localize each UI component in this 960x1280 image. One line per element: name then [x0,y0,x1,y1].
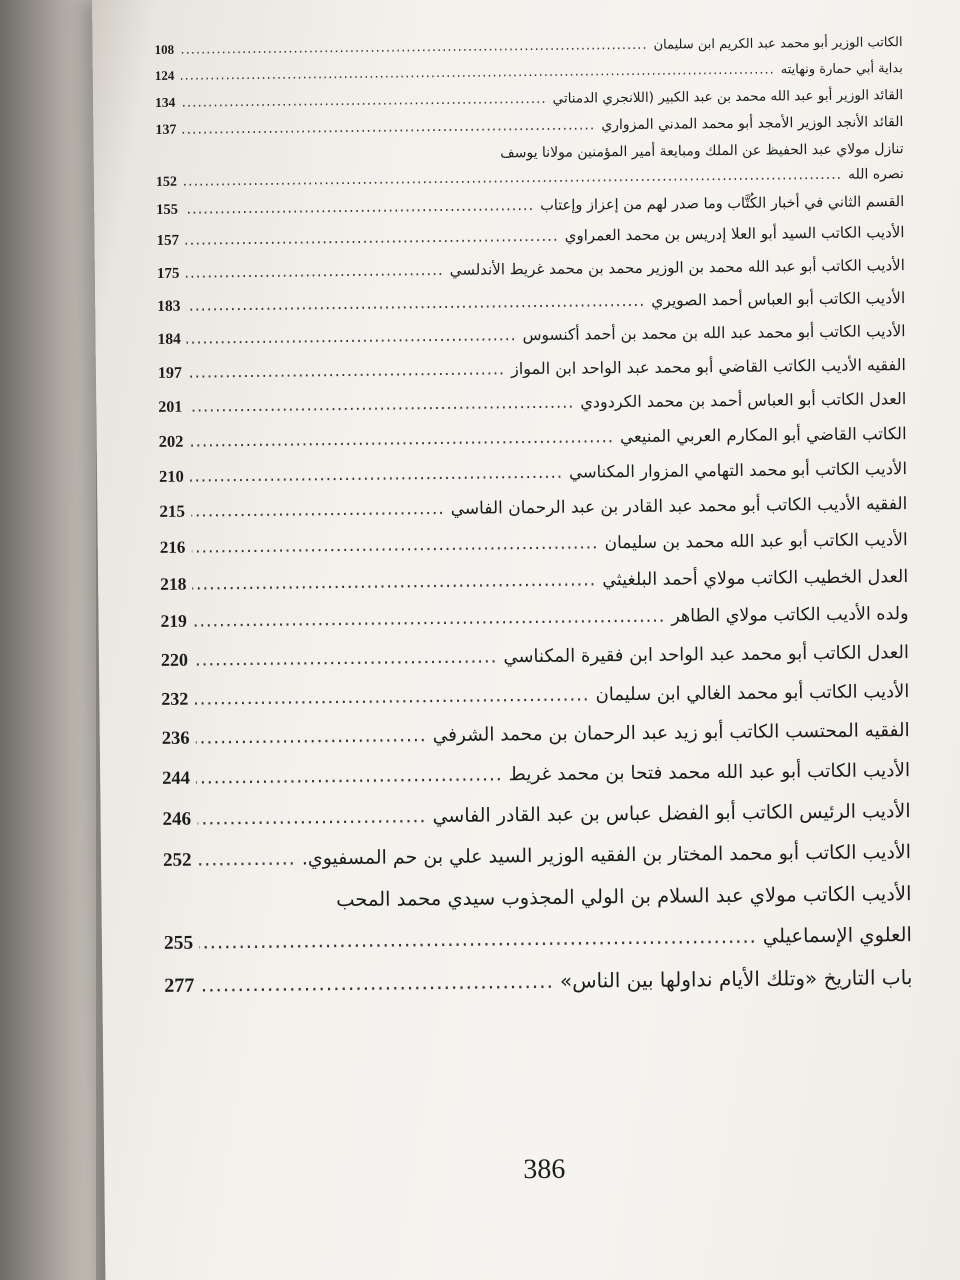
leader-dots [196,755,503,798]
toc-page-number: 124 [154,67,175,83]
toc-entry-title: الأديب الكاتب مولاي عبد السلام بن الولي المجذوب سيدي محمد المحب [336,882,912,912]
toc-entry-line [164,956,912,1007]
toc-entry-title: الأديب الكاتب أبو العباس أحمد الصويري [651,289,906,310]
toc-page-number: 183 [157,297,181,315]
toc-entry-title: الفقيه الأديب الكاتب القاضي أبو محمد عبد الواحد ابن المواز [510,355,907,379]
toc-entry-title: الأديب الكاتب أبو محمد عبد الله بن محمد بن أحمد أكنسوس [522,322,906,345]
toc-page-number: 244 [162,768,191,789]
toc-page-number: 215 [159,501,185,521]
toc-entry-title: الأديب الكاتب أبو عبد الله محمد فتحا بن محمد غريط [508,760,911,786]
toc-page-number: 184 [157,330,181,348]
toc-entry-title: العدل الكاتب أبو محمد عبد الواحد ابن فقيرة المكناسي [503,642,910,668]
toc-page-number: 277 [164,974,195,997]
leader-dots [199,916,757,963]
toc-page-number: 255 [163,932,194,954]
toc-page-number: 108 [154,41,175,57]
toc-page-number: 201 [158,398,183,416]
toc-page-number: 216 [159,537,186,557]
leader-dots [186,285,645,322]
leader-dots [181,86,547,116]
toc-entry-title: الأديب الكاتب أبو محمد المختار بن الفقيه الوزير السيد علي بن حم المسفيوي. [301,841,912,870]
toc-entry-title: الفقيه المحتسب الكاتب أبو زيد عبد الرحمان بن محمد الشرفي [432,720,910,747]
leader-dots [190,455,564,494]
leader-dots [185,254,444,289]
toc-entry-title: العلوي الإسماعيلي [762,923,912,948]
leader-dots [195,716,427,757]
page-number-footer: 386 [523,1153,566,1186]
toc-entry-title: العدل الخطيب الكاتب مولاي أحمد البلغيثي [602,567,909,591]
toc-entry-title: ولده الأديب الكاتب مولاي الطاهر [671,604,909,627]
leader-dots [188,386,574,424]
toc-entry-title: العدل الكاتب أبو العباس أحمد بن محمد الكردودي [580,389,907,412]
toc-page-number: 134 [155,94,176,110]
leader-dots [185,221,559,256]
leader-dots [184,191,535,225]
toc-page-number: 157 [156,232,180,249]
toc-entry-title: الأديب الكاتب أبو عبد الله محمد بن الوزير محمد بن محمد غريط الأندلسي [449,256,905,279]
toc-page-number: 246 [162,808,192,830]
toc-page-number: 236 [161,728,190,749]
toc-page-number: 220 [160,649,189,670]
toc-page-number: 210 [158,466,184,486]
toc-entry-title: الأديب الرئيس الكاتب أبو الفضل عباس بن عبد القادر الفاسي [432,800,911,828]
toc-entry [156,137,904,195]
leader-dots [197,796,427,838]
leader-dots [197,839,296,881]
leader-dots [193,599,666,641]
toc-page-number: 218 [160,573,187,594]
toc-page-number: 152 [155,174,178,190]
toc-page-number: 202 [158,431,184,451]
book-page [92,0,960,1280]
toc-entry [163,873,912,964]
toc-page-number: 137 [155,122,177,138]
toc-page-number: 252 [162,849,192,871]
table-of-contents [154,30,912,1007]
toc-page-number: 232 [161,688,189,709]
toc-entry-title: الأديب الكاتب أبو محمد الغالي ابن سليمان [595,681,910,706]
leader-dots [194,676,590,718]
toc-entry [164,956,912,1007]
toc-entry-title: الأديب الكاتب أبو محمد التهامي المزوار المكناسي [568,459,908,482]
leader-dots [194,638,498,679]
toc-entry-title: تنازل مولاي عبد الحفيظ عن الملك ومبايعة أمير المؤمنين مولانا يوسف [500,141,904,162]
leader-dots [188,352,505,388]
toc-entry-title: نصره الله [847,166,904,183]
toc-entry-title: الفقيه الأديب الكاتب أبو محمد عبد القادر بن عبد الرحمان الفاسي [450,494,908,519]
toc-entry-title: القسم الثاني في أخبار الكُتَّاب وما صدر لهم من إعزاز وإعتاب [540,194,905,214]
toc-entry-title: القائد الأنجد الوزير الأمجد أبو محمد المدني المزواري [601,114,904,134]
leader-dots [187,319,517,355]
toc-entry-title: باب التاريخ «وتلك الأيام نداولها بين الناس» [559,965,913,993]
toc-page-number: 197 [157,364,183,382]
leader-dots [191,492,445,530]
toc-page-number: 175 [156,265,180,282]
leader-dots [182,111,595,143]
toc-entry-title: الأديب الكاتب السيد أبو العلا إدريس بن محمد العمراوي [564,223,905,245]
toc-entry-title: القائد الوزير أبو عبد الله محمد بن عبد الكبير (اللانجري الدمناتي [552,87,904,107]
toc-page-number: 219 [160,610,187,631]
leader-dots [200,960,554,1006]
facing-page-edge [0,0,96,1280]
toc-entry-title: الكاتب الوزير أبو محمد عبد الكريم ابن سليمان [653,35,903,53]
toc-entry-title: الأديب الكاتب أبو عبد الله محمد بن سليمان [604,530,908,554]
toc-page-number: 155 [156,201,179,218]
toc-entry-title: بداية أبي حمارة ونهايته [780,61,903,78]
leader-dots [192,562,596,602]
leader-dots [189,420,614,458]
toc-entry-title: الكاتب القاضي أبو المكارم العربي المنيعي [619,424,907,447]
leader-dots [191,525,599,565]
